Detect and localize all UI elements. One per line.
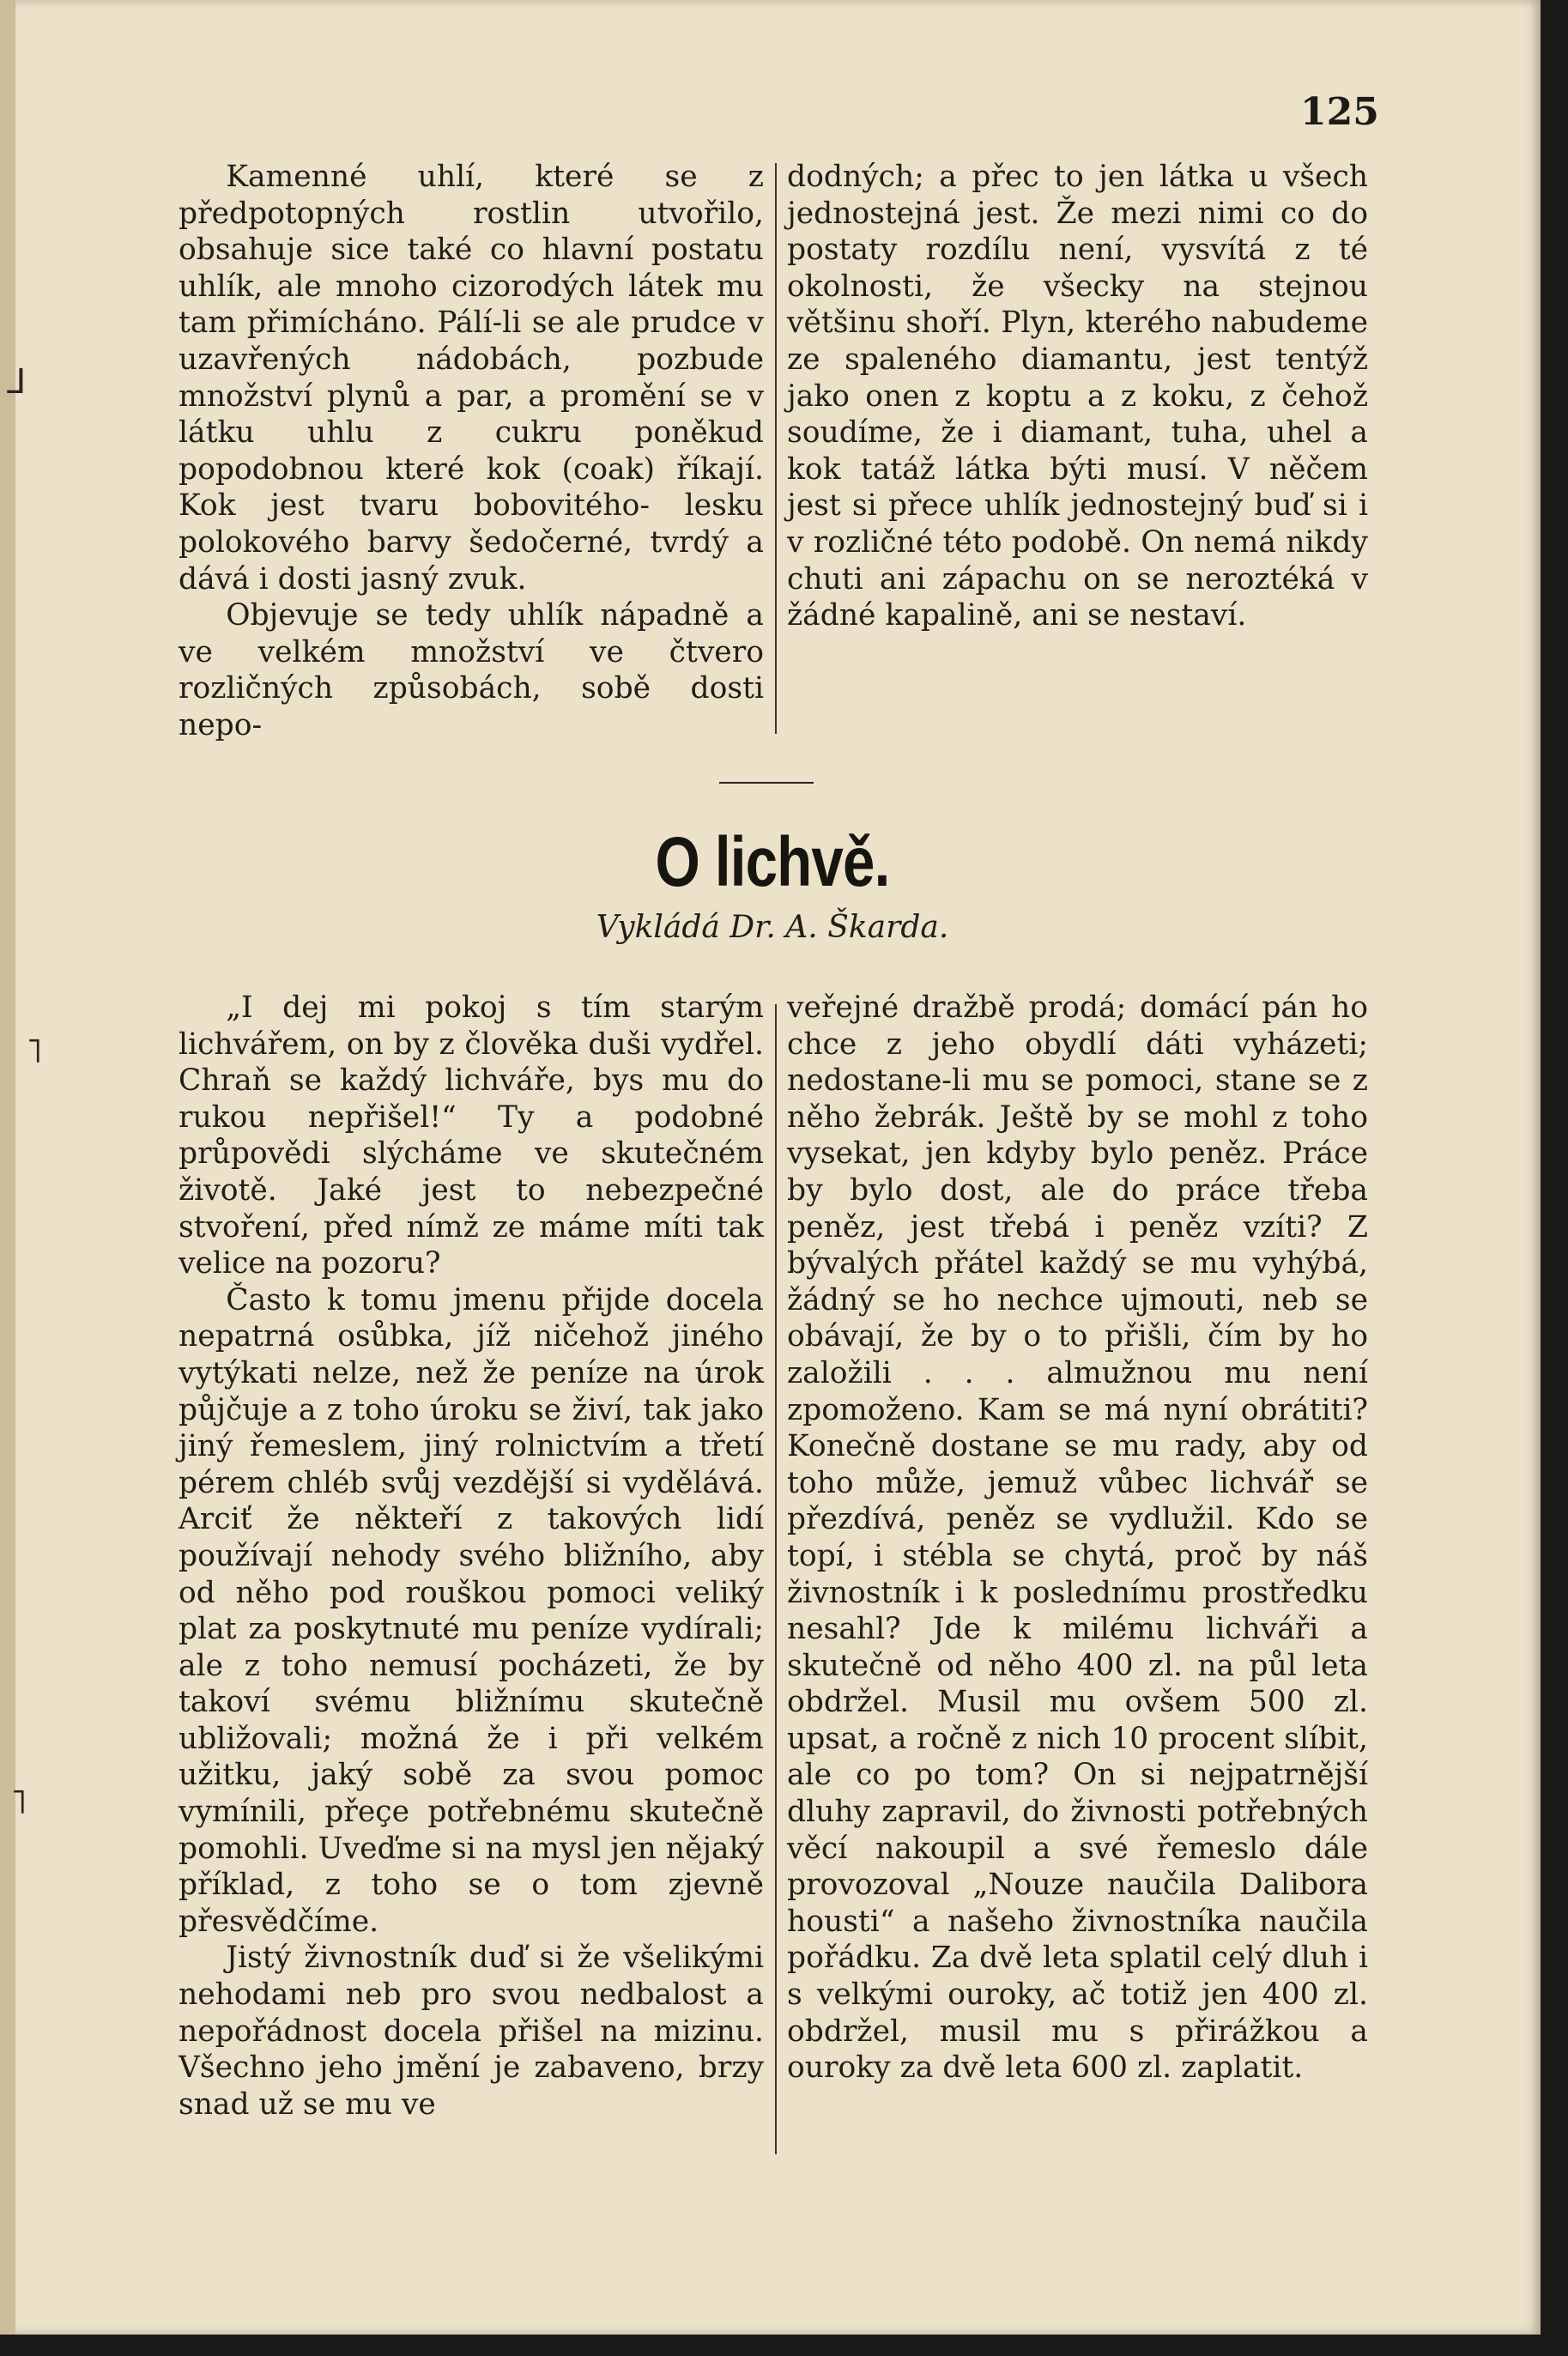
page-binding-edge bbox=[0, 0, 15, 2335]
article-title: O lichvě. bbox=[655, 823, 890, 901]
paragraph: Jistý živnostník duď si že všelikými nehodami neb pro svou nedbalost a nepořádnost docela přišel na mizinu. Všechno jeho jmění je zabaveno, brzy snad už se mu ve bbox=[179, 1941, 764, 2122]
paragraph: Často k tomu jmenu přijde docela nepatrná osůbka, jíž ničehož jiného vytýkati nelze, než že peníze na úrok půjčuje a z toho úroku se živí, tak jako jiný řemeslem, jiný rolnictvím a třetí pérem chléb svůj vezdější si vydělává. Arciť že někteří z takových lidí používají nehody svého bližního, aby od něho pod rouškou pomoci veliký plat za poskytnuté mu peníze vydírali; ale z toho nemusí pocházeti, že by takoví svému bližnímu skutečně ubližovali; možná že i při velkém užitku, jaký sobě za svou pomoc vymínili, přeçe potřebnému skutečně pomohli. Uveďme si na mysl jen nějaký příklad, z toho se o tom zjevně přesvědčíme. bbox=[179, 1282, 764, 1939]
continuation-left-column bbox=[179, 159, 764, 744]
paragraph: dodných; a přec to jen látka u všech jednostejná jest. Že mezi nimi co do postaty rozdílu není, vysvítá z té okolnosti, že všecky na stejnou většinu shoří. Plyn, kterého nabudeme ze spaleného diamantu, jest tentýž jako onen z koptu a z koku, z čehož soudíme, že i diamant, tuha, uhel a kok tatáž látka býti musí. V něčem jest si přece uhlík jednostejný buď si i v rozličné této podobě. On nemá nikdy chuti ani zápachu on se nerozték​á v žádné kapalině, ani se nestaví. bbox=[787, 160, 1368, 633]
paragraph: Kamenné uhlí, které se z předpotopných rostlin utvořilo, obsahuje sice také co hlavní postatu uhlík, ale mnoho cizorodých látek mu tam přimícháno. Pálí-li se ale prudce v uzavřených nádobách, pozbude množství plynů a par, a promění se v látku uhlu z cukru poněkud popodobnou které kok (coak) říkají. Kok jest tvaru bobovitého- lesku polokového barvy šedočerné, tvrdý a dává i dosti jasný zvuk. bbox=[179, 160, 764, 597]
column-divider bbox=[775, 1004, 777, 2154]
margin-mark-icon: ˥ bbox=[10, 1783, 27, 1822]
article-right-column bbox=[787, 990, 1368, 2086]
margin-mark-icon: ⅃ bbox=[7, 362, 27, 402]
article-left-column bbox=[179, 990, 764, 2123]
margin-mark-icon: ˥ bbox=[26, 1032, 43, 1071]
column-divider bbox=[775, 163, 777, 734]
continuation-right-column bbox=[787, 159, 1368, 634]
article-byline: Vykládá Dr. A. Škarda. bbox=[596, 910, 949, 945]
paragraph: „I dej mi pokoj s tím starým lichvářem, on by z člověka duši vydřel. Chraň se každý lichváře, bys mu do rukou nepřišel!“ Ty a podobné průpovědi slýcháme ve skutečném životě. Jaké jest to nebezpečné stvoření, před nímž ze máme míti tak velice na pozoru? bbox=[179, 990, 764, 1281]
section-divider bbox=[719, 782, 814, 784]
paragraph: Objevuje se tedy uhlík nápadně a ve velkém množství ve čtvero rozličných způsobách, sobě dosti nepo- bbox=[179, 598, 764, 742]
page-number: 125 bbox=[1300, 90, 1379, 134]
paragraph: veřejné dražbě prodá; domácí pán ho chce z jeho obydlí dáti vyházeti; nedostane-li mu se pomoci, stane se z něho žebrák. Ještě by se mohl z toho vysekat, jen kdyby bylo peněz. Práce by bylo dost, ale do práce třeba peněz, jest třebá i peněz vzíti? Z bývalých přátel každý se mu vyhýbá, žádný se ho nechce ujmouti, neb se obávají, že by o to přišli, čím by ho založili . . . almužnou mu není zpomoženo. Kam se má nyní obrátiti? Konečně dostane se mu rady, aby od toho může, jemuž vůbec lichvář se přezdívá, peněz se vydlužil. Kdo se topí, i stébla se chytá, proč by náš živnostník i k poslednímu prostředku nesahl? Jde k milému lichváři a skutečně od něho 400 zl. na půl leta obdržel. Musil mu ovšem 500 zl. upsat, a ročně z nich 10 procent slíbit, ale co po tom? On si nejpatrnější dluhy zapravil, do živnosti potřebných věcí nakoupil a své řemeslo dále provozoval „Nouze naučila Dalibora housti“ a našeho živnostníka naučila pořádku. Za dvě leta splatil celý dluh i s velkými ouroky, ač totiž jen 400 zl. obdržel, musil mu s přirážkou a ouroky za dvě leta 600 zl. zaplatit. bbox=[787, 990, 1368, 2086]
